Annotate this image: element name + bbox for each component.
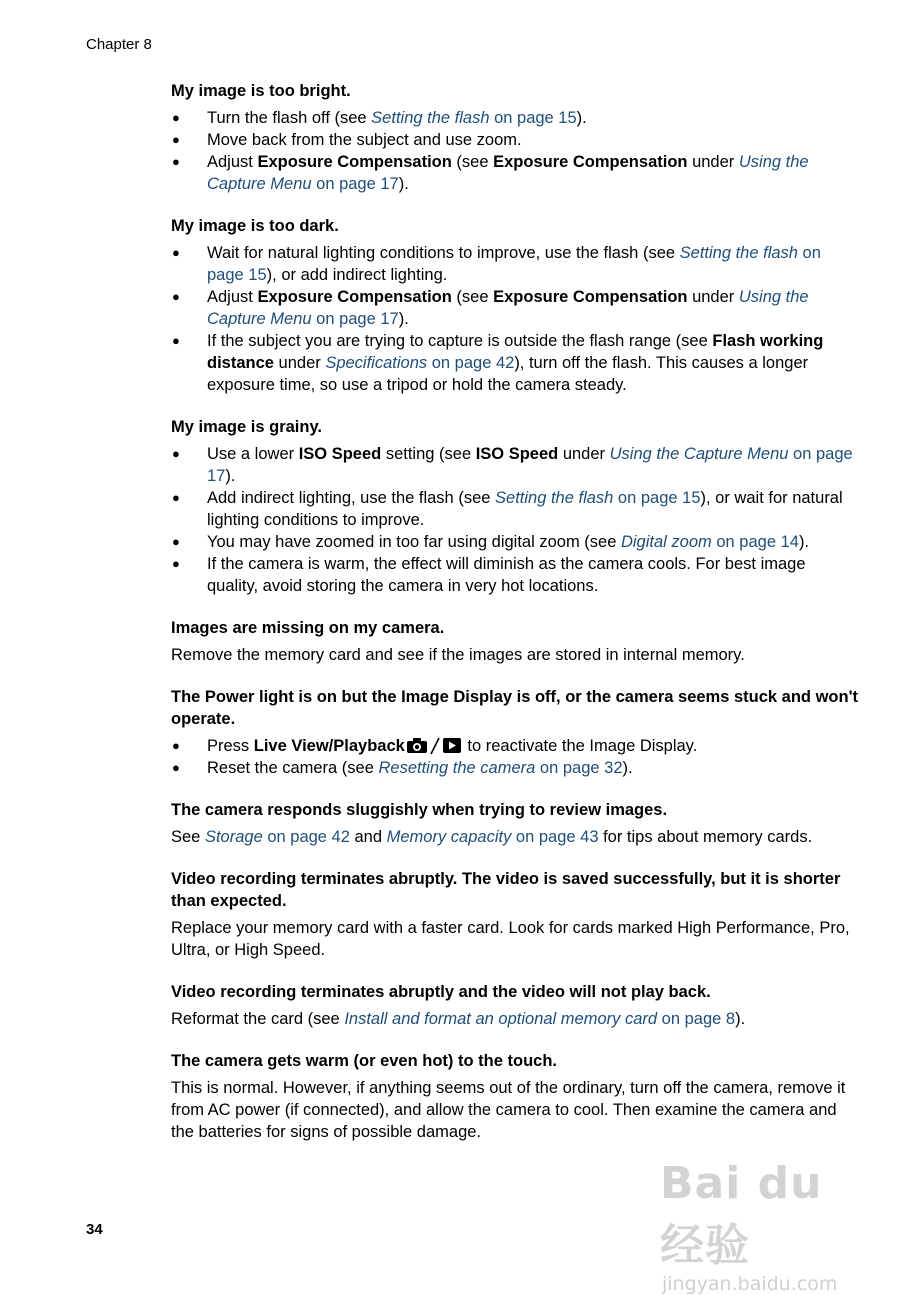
section-video-short — [171, 868, 861, 961]
list-item: ● You may have zoomed in too far using digital zoom (see Digital zoom on page 14). — [172, 533, 810, 551]
section-too-bright — [171, 80, 861, 195]
link-setting-the-flash[interactable]: Setting the flash on page 15 — [371, 109, 577, 127]
list-item: ● Use a lower ISO Speed setting (see ISO Speed under Using the Capture Menu on page 17). — [172, 445, 853, 485]
bullet-icon: ● — [172, 132, 180, 147]
bullet-icon: ● — [172, 534, 180, 549]
section-too-dark — [171, 215, 861, 396]
bullet-icon: ● — [172, 556, 180, 571]
link-storage[interactable]: Storage on page 42 — [204, 828, 350, 846]
bullet-list — [171, 735, 861, 779]
section-sluggish — [171, 799, 861, 848]
baidu-jingyan-watermark — [660, 1158, 868, 1295]
section-heading: The camera responds sluggishly when trying to review images. — [171, 801, 668, 819]
bullet-icon: ● — [172, 446, 180, 461]
list-item: ● If the camera is warm, the effect will diminish as the camera cools. For best image quality, avoid storing the camera in very hot locations. — [172, 555, 806, 595]
bullet-icon: ● — [172, 738, 180, 753]
camera-icon — [407, 738, 427, 753]
section-heading: The camera gets warm (or even hot) to the touch. — [171, 1052, 557, 1070]
section-camera-warm — [171, 1050, 861, 1143]
section-heading: The Power light is on but the Image Display is off, or the camera seems stuck and won't operate. — [171, 688, 858, 728]
link-setting-the-flash[interactable]: Setting the flash on page 15 — [495, 489, 701, 507]
link-setting-the-flash[interactable]: Setting the flash on page 15 — [207, 244, 821, 284]
link-capture-menu[interactable]: Using the Capture Menu on page 17 — [207, 288, 809, 328]
link-resetting-camera[interactable]: Resetting the camera on page 32 — [378, 759, 623, 777]
list-item: ● If the subject you are trying to capture is outside the flash range (see Flash working distance under Specifications on page 42), turn off the flash. This causes a longer exposure time, so use a tripod or hold the camera steady. — [172, 332, 824, 394]
list-item: ● Wait for natural lighting conditions to improve, use the flash (see Setting the flash on page 15), or add indirect lighting. — [172, 244, 821, 284]
bullet-icon: ● — [172, 245, 180, 260]
bullet-icon: ● — [172, 333, 180, 348]
list-item: ● Press Live View/Playback to reactivate the Image Display. — [172, 737, 698, 755]
playback-icon — [443, 738, 461, 753]
list-item: ● Reset the camera (see Resetting the camera on page 32). — [172, 759, 633, 777]
section-video-no-playback — [171, 981, 861, 1030]
list-item: ● Turn the flash off (see Setting the flash on page 15). — [172, 109, 587, 127]
bullet-icon: ● — [172, 154, 180, 169]
live-view-playback-icons — [407, 737, 461, 755]
bullet-list — [171, 107, 861, 195]
section-heading: My image is too bright. — [171, 82, 351, 100]
link-capture-menu[interactable]: Using the Capture Menu on page 17 — [207, 153, 809, 193]
section-paragraph: This is normal. However, if anything seems out of the ordinary, turn off the camera, remove it from AC power (if connected), and allow the camera to cool. Then examine the camera and the batteries for signs of possible damage. — [171, 1079, 846, 1141]
list-item: ● Add indirect lighting, use the flash (see Setting the flash on page 15), or wait for natural lighting conditions to improve. — [172, 489, 843, 529]
section-power-light — [171, 686, 861, 779]
page-number: 34 — [86, 1221, 103, 1238]
list-item: ● Adjust Exposure Compensation (see Exposure Compensation under Using the Capture Menu on page 17). — [172, 153, 809, 193]
section-grainy — [171, 416, 861, 597]
watermark-logo: Bai du 经验 — [660, 1158, 823, 1271]
bullet-icon: ● — [172, 490, 180, 505]
link-memory-capacity[interactable]: Memory capacity on page 43 — [386, 828, 599, 846]
link-specifications[interactable]: Specifications on page 42 — [325, 354, 515, 372]
section-paragraph: Replace your memory card with a faster card. Look for cards marked High Performance, Pro, Ultra, or High Speed. — [171, 919, 850, 959]
section-paragraph: See Storage on page 42 and Memory capacity on page 43 for tips about memory cards. — [171, 828, 813, 846]
section-heading: Video recording terminates abruptly. The video is saved successfully, but it is shorter than expected. — [171, 870, 841, 910]
bullet-list — [171, 443, 861, 597]
bullet-icon: ● — [172, 110, 180, 125]
slash-separator-icon — [430, 737, 440, 755]
list-item: ● Move back from the subject and use zoom. — [172, 131, 522, 149]
chapter-header: Chapter 8 — [86, 36, 152, 53]
troubleshooting-content — [171, 80, 861, 1163]
bullet-icon: ● — [172, 289, 180, 304]
link-install-format-card[interactable]: Install and format an optional memory card on page 8 — [344, 1010, 736, 1028]
bullet-icon: ● — [172, 760, 180, 775]
section-images-missing — [171, 617, 861, 666]
watermark-url: jingyan.baidu.com — [662, 1273, 838, 1295]
link-digital-zoom[interactable]: Digital zoom on page 14 — [620, 533, 799, 551]
list-item: ● Adjust Exposure Compensation (see Exposure Compensation under Using the Capture Menu on page 17). — [172, 288, 809, 328]
section-heading: Images are missing on my camera. — [171, 619, 445, 637]
section-heading: Video recording terminates abruptly and the video will not play back. — [171, 983, 711, 1001]
section-heading: My image is grainy. — [171, 418, 322, 436]
bullet-list — [171, 242, 861, 396]
section-heading: My image is too dark. — [171, 217, 339, 235]
section-paragraph: Reformat the card (see Install and format an optional memory card on page 8). — [171, 1010, 746, 1028]
link-capture-menu[interactable]: Using the Capture Menu on page 17 — [207, 445, 853, 485]
section-paragraph: Remove the memory card and see if the images are stored in internal memory. — [171, 646, 745, 664]
